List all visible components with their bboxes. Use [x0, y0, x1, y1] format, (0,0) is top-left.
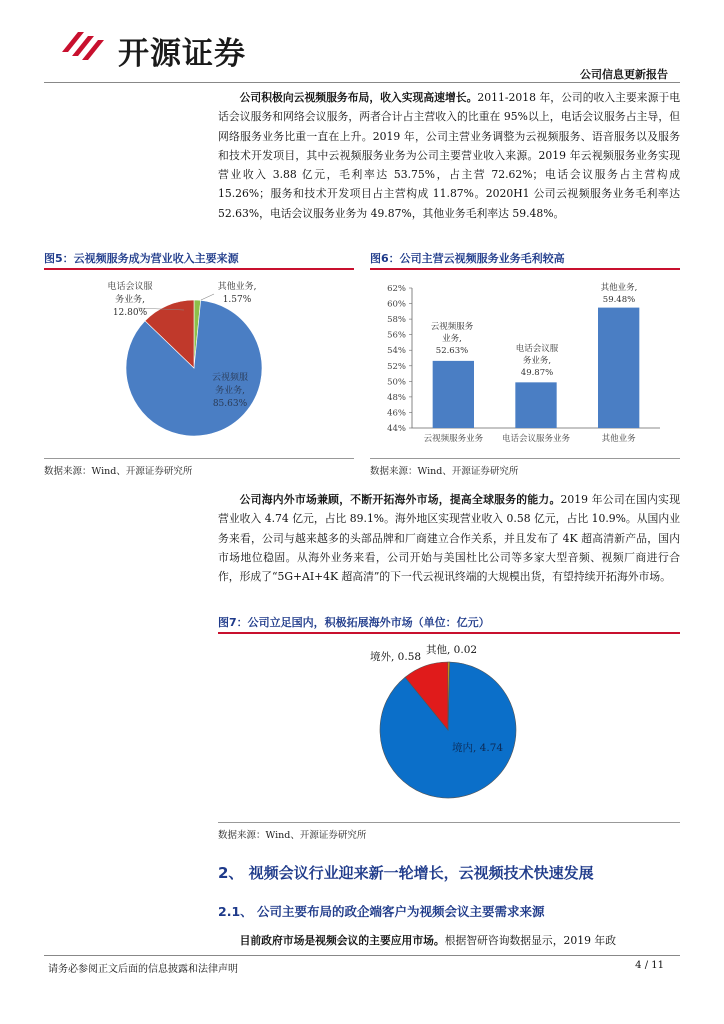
fig6-y-tick-label: 60% — [387, 299, 406, 310]
header-rule — [44, 82, 680, 83]
footer-disclaimer: 请务必参阅正文后面的信息披露和法律声明 — [48, 964, 238, 975]
fig6-bar-label-2a: 电话会议服 — [515, 344, 559, 354]
market-body: 2019 年公司在国内实现营业收入 4.74 亿元，占比 89.1%。海外地区实现营业收入 0.58 亿元，占比 10.9%。从国内业务来看，公司与越来越多的头部品牌和厂商建立合作关系，并且发布了 4K 超高清新产品，国内市场地位稳固。从海外业务来看，公司开始与美国杜比公司等多家大型音频、视频厂商进行合作，形成了“5G+AI+4K 超高清”的下一代云视讯终端的大规模出货，有望持续开拓海外市场。 — [218, 493, 680, 584]
fig7-label-other: 其他, 0.02 — [426, 644, 478, 656]
brand-name: 开源证券 — [118, 36, 246, 72]
fig6-bar-label-1b: 业务, — [442, 334, 462, 344]
fig6-bar-label-3b: 59.48% — [602, 295, 636, 305]
fig5-label-main-2: 务业务, — [215, 386, 245, 396]
market-paragraph — [218, 490, 680, 586]
fig6-bar-chart — [370, 272, 680, 458]
fig7-label-overseas: 境外, 0.58 — [370, 651, 422, 663]
market-lead: 公司海内外市场兼顾，不断开拓海外市场，提高全球服务的能力。 — [239, 493, 561, 506]
fig6-bar-label-3a: 其他业务, — [600, 283, 638, 293]
section-2-heading: 2、 视频会议行业迎来新一轮增长，云视频技术快速发展 — [218, 864, 594, 882]
fig6-y-tick-label: 44% — [387, 424, 406, 434]
fig6-y-tick-label: 54% — [387, 346, 406, 357]
fig6-y-tick-label: 56% — [387, 330, 406, 341]
fig6-x-tick-label: 其他业务 — [601, 434, 636, 444]
fig6-bar — [433, 361, 474, 428]
fig6-source: 数据来源：Wind、开源证券研究所 — [370, 466, 519, 477]
fig5-source: 数据来源：Wind、开源证券研究所 — [44, 466, 193, 477]
fig5-pie-chart — [44, 272, 354, 458]
fig6-x-tick-label: 云视频服务业务 — [423, 434, 484, 444]
fig6-bar — [598, 308, 639, 428]
section-2-paragraph — [218, 931, 680, 950]
section-2-body: 根据智研咨询数据显示，2019 年政 — [444, 934, 617, 947]
report-type-label: 公司信息更新报告 — [580, 68, 668, 81]
fig6-y-tick-label: 62% — [387, 284, 406, 294]
fig5-label-main-1: 云视频服 — [211, 373, 249, 383]
fig5-label-tel-1: 电话会议服 — [107, 282, 153, 292]
fig5-label-other-1: 其他业务, — [217, 282, 257, 292]
fig5-title: 图5：云视频服务成为营业收入主要来源 — [44, 252, 239, 265]
fig6-title: 图6：公司主营云视频服务业务毛利较高 — [370, 252, 565, 265]
fig5-label-main-3: 85.63% — [212, 399, 248, 409]
fig6-bar-label-1c: 52.63% — [435, 346, 469, 356]
fig6-bar-label-1a: 云视频服务 — [430, 322, 474, 332]
fig6-title-rule — [370, 268, 680, 270]
fig5-title-rule — [44, 268, 354, 270]
intro-paragraph — [218, 88, 680, 223]
fig6-y-tick-label: 52% — [387, 361, 406, 372]
intro-body: 2011-2018 年，公司的收入主要来源于电话会议服务和网络会议服务，两者合计占主营收入的比重在 95%以上，电话会议服务占主导，但网络服务业务比重一直在上升。2019 年，公司主营业务调整为云视频服务、语音服务以及服务和技术开发项目，其中云视频服务业务为公司主要营业收入来源。2019 年云视频服务业务实现营业收入 3.88 亿元，毛利率达 53.75%，占主营 72.62%；电话会议服务占主营构成 15.26%；服务和技术开发项目占主营构成 11.87%。2020H1 公司云视频服务业务毛利率达 52.63%，电话会议服务业务为 49.87%，其他业务毛利率达 59.48%。 — [218, 91, 680, 220]
fig7-title: 图7：公司立足国内，积极拓展海外市场（单位：亿元） — [218, 616, 490, 629]
fig6-y-tick-label: 58% — [387, 315, 406, 326]
fig7-title-rule — [218, 632, 680, 634]
fig7-pie-chart — [218, 636, 680, 820]
fig7-label-domestic: 境内, 4.74 — [452, 742, 504, 754]
fig7-source: 数据来源：Wind、开源证券研究所 — [218, 830, 367, 841]
fig6-bottom-rule — [370, 458, 680, 459]
fig5-leader-other — [201, 294, 214, 300]
fig5-bottom-rule — [44, 458, 354, 459]
fig6-bar-label-2b: 务业务, — [522, 356, 552, 366]
fig6-y-tick-label: 46% — [387, 408, 406, 419]
fig6-y-tick-label: 48% — [387, 392, 406, 403]
fig6-bar-label-2c: 49.87% — [520, 368, 554, 378]
fig6-bar — [515, 382, 556, 428]
page-number: 4 / 11 — [635, 960, 664, 971]
fig5-label-tel-2: 务业务, — [115, 295, 145, 305]
fig6-y-tick-label: 50% — [387, 377, 406, 388]
intro-lead: 公司积极向云视频服务布局，收入实现高速增长。 — [239, 91, 478, 104]
section-2-lead: 目前政府市场是视频会议的主要应用市场。 — [239, 934, 445, 947]
fig5-label-other-2: 1.57% — [222, 295, 252, 305]
footer-rule — [44, 955, 680, 956]
fig7-bottom-rule — [218, 822, 680, 823]
fig5-label-tel-3: 12.80% — [112, 308, 148, 318]
fig6-x-tick-label: 电话会议服务业务 — [501, 434, 571, 444]
section-2-1-heading: 2.1、 公司主要布局的政企端客户为视频会议主要需求来源 — [218, 904, 545, 919]
